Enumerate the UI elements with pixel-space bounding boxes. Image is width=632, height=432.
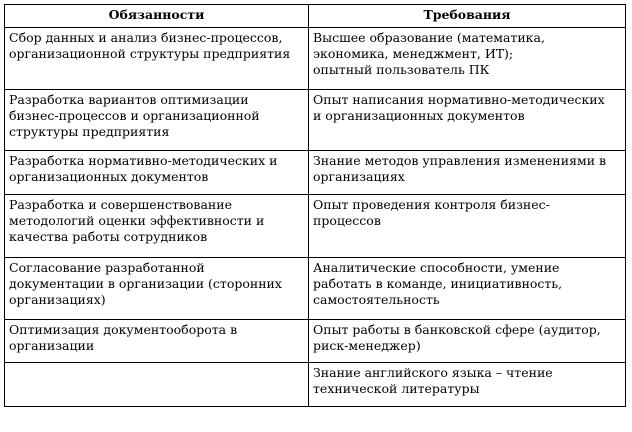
requirement-text: Аналитические способности, умение работать в команде, инициативность, самостоятельность: [313, 260, 563, 307]
requirement-cell: [309, 320, 626, 363]
requirement-text: Знание английского языка – чтение технической литературы: [313, 365, 553, 396]
requirement-cell: [309, 90, 626, 151]
duty-cell: [5, 90, 309, 151]
header-requirements: Требования: [309, 5, 626, 28]
table-row: [5, 28, 626, 90]
duty-text: Разработка нормативно-методических и организационных документов: [9, 153, 278, 184]
table-row: [5, 258, 626, 320]
duty-text: Оптимизация документооборота в организации: [9, 322, 238, 353]
requirement-text: Опыт проведения контроля бизнес- процессов: [313, 197, 550, 228]
duty-text: Разработка вариантов оптимизации бизнес-процессов и организационной структуры предприятия: [9, 92, 260, 139]
duty-cell: [5, 28, 309, 90]
duty-text: Согласование разработанной документации в организации (сторонних организациях): [9, 260, 282, 307]
duty-cell: [5, 363, 309, 407]
table-row: [5, 151, 626, 195]
table-row: [5, 320, 626, 363]
requirement-text: Высшее образование (математика, экономика, менеджмент, ИТ); опытный пользователь ПК: [313, 30, 545, 77]
requirement-cell: [309, 258, 626, 320]
requirement-cell: [309, 28, 626, 90]
requirement-cell: [309, 363, 626, 407]
requirement-cell: [309, 195, 626, 258]
requirement-text: Опыт работы в банковской сфере (аудитор, риск-менеджер): [313, 322, 601, 353]
duty-cell: [5, 258, 309, 320]
requirement-text: Опыт написания нормативно-методических и организационных документов: [313, 92, 605, 123]
duty-text: Сбор данных и анализ бизнес-процессов, организационной структуры предприятия: [9, 30, 291, 61]
table-row: [5, 90, 626, 151]
duty-cell: [5, 195, 309, 258]
table-header-row: [5, 5, 626, 28]
requirement-text: Знание методов управления изменениями в организациях: [313, 153, 607, 184]
requirement-cell: [309, 151, 626, 195]
duty-cell: [5, 151, 309, 195]
table-row: [5, 195, 626, 258]
table-row: [5, 363, 626, 407]
duty-cell: [5, 320, 309, 363]
duties-requirements-table: [4, 4, 626, 407]
header-duties: Обязанности: [5, 5, 309, 28]
duty-text: Разработка и совершенствование методологий оценки эффективности и качества работы сотрудников: [9, 197, 265, 244]
